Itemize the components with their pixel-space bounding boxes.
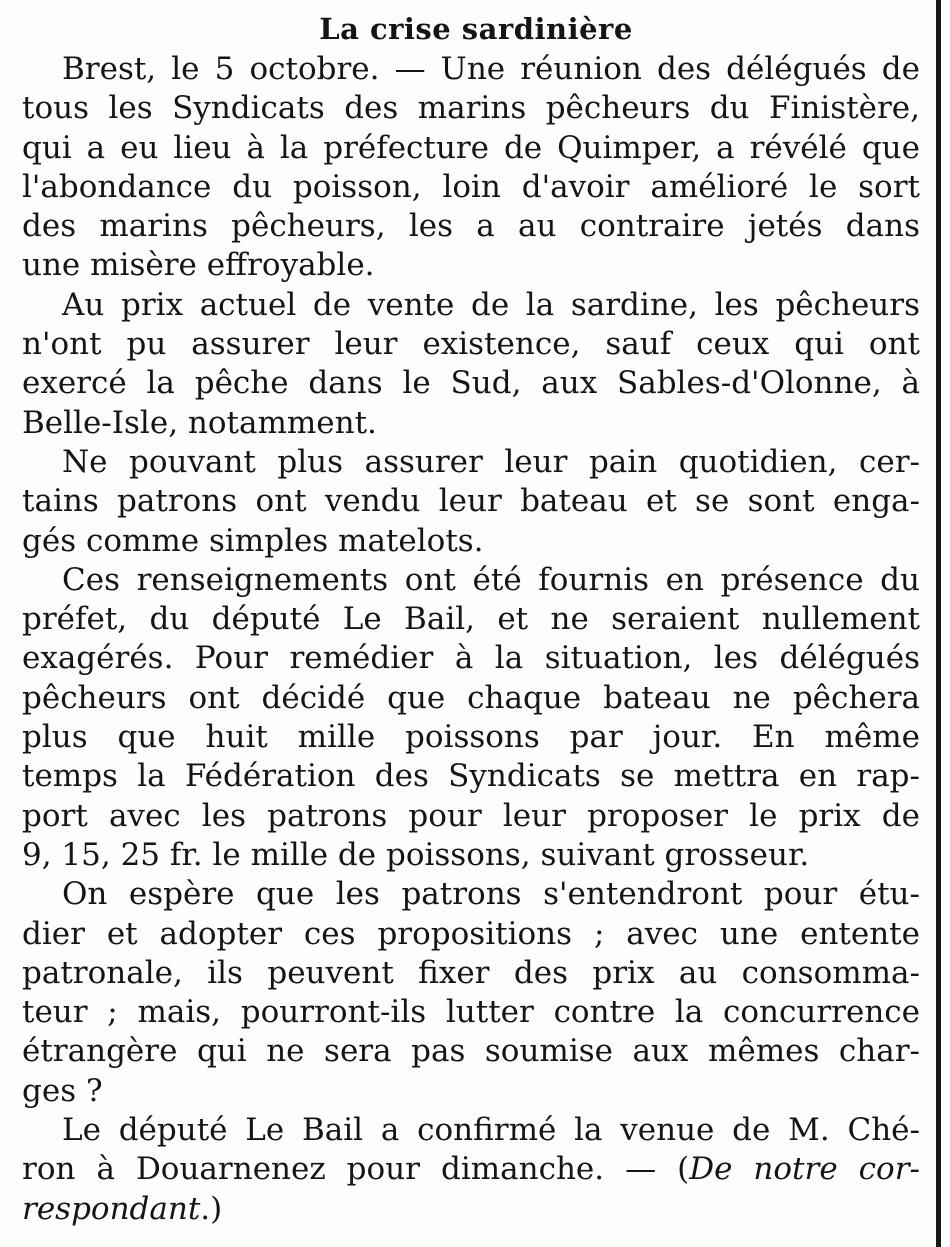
attribution-italic: respondant [22, 1190, 201, 1227]
text-line: Ces renseignements ont été fournis en présence du [62, 561, 920, 598]
attribution-italic: De notre cor- [689, 1151, 920, 1188]
text-line: pêcheurs ont décidé que chaque bateau ne pêchera [22, 679, 920, 716]
text-line: tains patrons ont vendu leur bateau et se sont enga- [22, 483, 920, 520]
paragraph-3 [22, 443, 920, 561]
paragraph-2 [22, 286, 920, 443]
text-line: patronale, ils peuvent fixer des prix au consomma- [22, 954, 920, 991]
line-text: ron à Douarnenez pour dimanche. — ( [22, 1151, 690, 1188]
paragraph-4 [22, 561, 920, 875]
text-line: dier et adopter ces propositions ; avec une entente [22, 915, 920, 952]
text-line: une misère effroyable. [22, 247, 375, 284]
text-line: temps la Fédération des Syndicats se mettra en rap- [22, 758, 920, 795]
text-line: l'abondance du poisson, loin d'avoir amélioré le sort [22, 168, 920, 205]
text-line: étrangère qui ne sera pas soumise aux mêmes char- [22, 1033, 920, 1070]
text-line: Au prix actuel de vente de la sardine, les pêcheurs [62, 286, 920, 323]
text-line: n'ont pu assurer leur existence, sauf ceux qui ont [22, 326, 920, 363]
text-line: Ne pouvant plus assurer leur pain quotidien, cer- [62, 443, 920, 480]
text-line: port avec les patrons pour leur proposer le prix de [22, 797, 920, 834]
text-line: qui a eu lieu à la préfecture de Quimper, a révélé que [22, 129, 920, 166]
line-text: .) [200, 1190, 223, 1227]
text-line: teur ; mais, pourront-ils lutter contre la concurrence [22, 994, 920, 1031]
article [22, 8, 920, 1229]
text-line [22, 1190, 920, 1229]
text-line [22, 1150, 920, 1189]
paragraph-1 [22, 50, 920, 286]
column-rule [936, 0, 941, 1247]
paragraph-6 [22, 1111, 920, 1229]
text-line: Le député Le Bail a confirmé la venue de M. Ché- [62, 1112, 920, 1149]
text-line: Brest, le 5 octobre. — Une réunion des délégués de [62, 51, 920, 87]
article-title: La crise sardinière [319, 12, 633, 46]
text-line: 9, 15, 25 fr. le mille de poissons, suivant grosseur. [22, 836, 810, 873]
text-line: gés comme simples matelots. [22, 522, 484, 559]
text-line: préfet, du député Le Bail, et ne seraient nullement [22, 601, 920, 638]
text-line: On espère que les patrons s'entendront pour étu- [62, 876, 920, 913]
text-line: ges ? [22, 1072, 103, 1109]
text-line: des marins pêcheurs, les a au contraire jetés dans [22, 208, 920, 245]
paragraph-5 [22, 875, 920, 1111]
text-line: exercé la pêche dans le Sud, aux Sables-d'Olonne, à [22, 365, 920, 402]
text-line: tous les Syndicats des marins pêcheurs du Finistère, [22, 90, 920, 127]
text-line: Belle-Isle, notamment. [22, 404, 377, 441]
text-line: exagérés. Pour remédier à la situation, les délégués [22, 640, 920, 677]
text-line: plus que huit mille poissons par jour. En même [22, 719, 920, 756]
